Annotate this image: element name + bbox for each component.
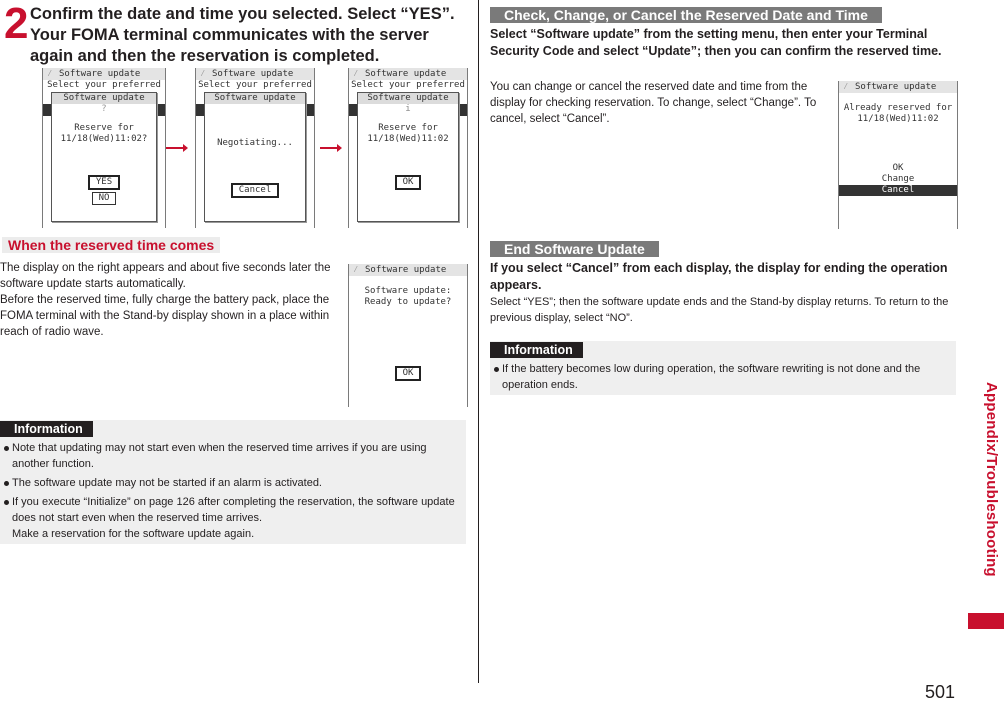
side-tab-marker — [968, 613, 1004, 629]
arrow-right-icon — [320, 147, 340, 149]
info-item: If the battery becomes low during operation, the software rewriting is not done and the operation ends. — [494, 361, 950, 393]
pen-icon: ⁄ — [353, 265, 359, 275]
menu-cancel-selected[interactable]: Cancel — [839, 185, 957, 196]
page-number: 501 — [925, 682, 956, 702]
dialog-line1: Reserve for — [378, 123, 438, 133]
pen-icon: ⁄ — [200, 69, 206, 79]
dialog-line2: 11/18(Wed)11:02? — [60, 134, 148, 144]
ready-line2: Ready to update? — [364, 297, 452, 307]
end-lead-text: If you select “Cancel” from each display, the display for ending the operation appears. — [490, 261, 948, 292]
column-divider — [478, 0, 479, 683]
confirm-dialog — [51, 92, 157, 222]
background-line: Select your preferred — [47, 80, 161, 90]
section-heading-reserved-time: When the reserved time comes — [2, 237, 220, 253]
background-line: Select your preferred — [351, 80, 465, 90]
information-label: Information — [0, 421, 93, 437]
side-tab-appendix-troubleshooting: Appendix/Troubleshooting — [983, 382, 1000, 577]
information-box-left — [0, 420, 466, 544]
information-label: Information — [490, 342, 583, 358]
phone-screen-confirm — [42, 68, 166, 228]
check-lead-text: Select “Software update” from the setting menu, then enter your Terminal Security Code and select “Update”; then you can confirm the reserved time. — [490, 27, 942, 58]
phone-screen-negotiating: ⁄ Software update Select your preferred Software update Negotiating... Cancel — [195, 68, 315, 228]
already-line1: Already reserved for — [843, 103, 953, 113]
pen-icon: ⁄ — [47, 69, 53, 79]
step-number: 2 — [4, 0, 27, 48]
reserved-dialog — [357, 92, 459, 222]
section-heading-check-change-cancel: Check, Change, or Cancel the Reserved Date and Time — [490, 7, 882, 23]
ok-button[interactable]: OK — [395, 175, 422, 190]
phone-screen-reserved: ⁄ Software update Select your preferred Software update i Reserve for 11/18(Wed)11:02 OK — [348, 68, 468, 228]
cancel-button[interactable]: Cancel — [231, 183, 280, 198]
negotiating-text: Negotiating... — [217, 138, 293, 148]
check-body-text: You can change or cancel the reserved date and time from the display for checking reservation. To change, select “Change”. To cancel, select “Cancel”. — [490, 81, 817, 125]
pen-icon: ⁄ — [843, 82, 849, 92]
info-item: Note that updating may not start even when the reserved time arrives if you are using another function. — [4, 440, 460, 472]
dialog-title: Software update — [358, 93, 458, 104]
phone-screen-ready: ⁄ Software update Software update: Ready to update? OK — [348, 264, 468, 407]
question-icon: ? — [101, 104, 107, 114]
arrow-right-icon — [166, 147, 186, 149]
menu-ok[interactable]: OK — [892, 163, 904, 173]
yes-button[interactable]: YES — [88, 175, 120, 190]
pen-icon: ⁄ — [353, 69, 359, 79]
ok-button[interactable]: OK — [395, 366, 422, 381]
no-button[interactable]: NO — [92, 192, 117, 205]
dialog-line2: 11/18(Wed)11:02 — [367, 134, 449, 144]
section-heading-end-update: End Software Update — [490, 241, 659, 257]
phone-screen-already-reserved: ⁄ Software update Already reserved for 11/18(Wed)11:02 OK Change Cancel — [838, 81, 958, 229]
ready-line1: Software update: — [364, 286, 452, 296]
negotiating-dialog — [204, 92, 306, 222]
dialog-title: Software update — [205, 93, 305, 104]
end-body-text: Select “YES”; then the software update ends and the Stand-by display returns. To return to the previous display, select “NO”. — [490, 296, 949, 324]
dialog-title: Software update — [52, 93, 156, 104]
dialog-line1: Reserve for — [74, 123, 134, 133]
information-box-right — [490, 341, 956, 395]
already-line2: 11/18(Wed)11:02 — [857, 114, 939, 124]
info-item: If you execute “Initialize” on page 126 after completing the reservation, the software update does not start even when the reserved time arrives. Make a reservation for the software update again. — [4, 494, 460, 542]
reserved-time-text: The display on the right appears and about five seconds later the software update starts automatically. Before the reserved time, fully charge the battery pack, place the FOMA terminal with the Stand-by display shown in a place within reach of radio wave. — [0, 262, 331, 338]
info-icon: i — [405, 104, 411, 114]
menu-change[interactable]: Change — [881, 174, 915, 184]
background-line: Select your preferred — [198, 80, 312, 90]
step-instruction: Confirm the date and time you selected. Select “YES”. Your FOMA terminal communicates with the server again and then the reservation is completed. — [30, 5, 455, 65]
screen-title-bar: ⁄ Software update — [43, 68, 165, 80]
info-item: The software update may not be started if an alarm is activated. — [4, 475, 460, 491]
